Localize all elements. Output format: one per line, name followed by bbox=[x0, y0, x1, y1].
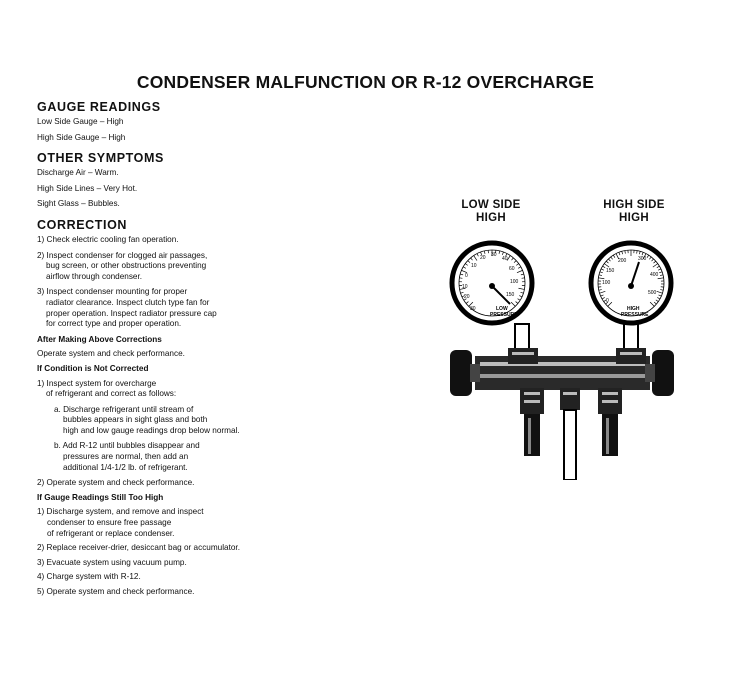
high-gauge-tick-label: 500 bbox=[648, 290, 657, 296]
high-gauge-tick-label: 100 bbox=[602, 280, 611, 286]
gauge-readings-heading: GAUGE READINGS bbox=[37, 100, 161, 114]
low-side-label-line1: LOW SIDE bbox=[461, 199, 521, 211]
instructions-column bbox=[37, 100, 437, 598]
after-corrections-line: Operate system and check performance. bbox=[37, 349, 185, 359]
correction-step-cont: airflow through condenser. bbox=[46, 271, 143, 281]
correction-step: 2) Inspect condenser for clogged air passages, bbox=[37, 250, 208, 260]
not-corrected-heading: If Condition is Not Corrected bbox=[37, 363, 149, 373]
other-symptoms-heading: OTHER SYMPTOMS bbox=[37, 151, 164, 166]
low-gauge-tick-label: 60 bbox=[509, 266, 515, 272]
correction-heading: CORRECTION bbox=[37, 217, 128, 232]
symptom-item: Discharge Air – Warm. bbox=[37, 168, 119, 178]
center-fitting bbox=[560, 388, 580, 480]
high-gauge-tick-label: 0 bbox=[606, 298, 609, 304]
high-side-gauge bbox=[591, 243, 671, 323]
high-gauge-tick-label: 400 bbox=[650, 272, 659, 278]
not-corrected-step: 2) Operate system and check performance. bbox=[37, 478, 195, 488]
low-gauge-dial-text: LOW bbox=[496, 306, 508, 312]
low-side-fitting bbox=[520, 388, 544, 456]
gauge-manifold-illustration bbox=[440, 228, 680, 480]
low-gauge-tick-label: 20 bbox=[480, 255, 486, 261]
not-corrected-substep-cont: pressures are normal, then add an bbox=[63, 452, 189, 462]
high-gauge-tick-label: 200 bbox=[618, 258, 627, 264]
too-high-step-cont: condenser to ensure free passage bbox=[47, 518, 172, 528]
low-gauge-tick-label: 20 bbox=[464, 294, 470, 300]
high-side-fitting bbox=[598, 388, 622, 456]
high-valve-knob bbox=[652, 350, 674, 396]
not-corrected-substep-cont: bubbles appears in sight glass and both bbox=[63, 415, 208, 425]
correction-step: 3) Inspect condenser mounting for proper bbox=[37, 287, 188, 297]
correction-step-cont: proper operation. Inspect radiator pressure cap bbox=[46, 308, 217, 318]
after-corrections-heading: After Making Above Corrections bbox=[37, 334, 162, 344]
too-high-step: 3) Evacuate system using vacuum pump. bbox=[37, 557, 187, 567]
not-corrected-substep-cont: high and low gauge readings drop below normal. bbox=[63, 425, 240, 435]
low-gauge-tick-label: 10 bbox=[462, 284, 468, 290]
too-high-step: 2) Replace receiver-drier, desiccant bag or accumulator. bbox=[37, 543, 240, 553]
too-high-step: 4) Charge system with R-12. bbox=[37, 572, 141, 582]
high-gauge-dial-text: PRESSURE bbox=[621, 312, 649, 318]
low-gauge-tick-label: 10 bbox=[471, 263, 477, 269]
still-too-high-heading: If Gauge Readings Still Too High bbox=[37, 492, 164, 502]
symptom-item: High Side Lines – Very Hot. bbox=[37, 183, 138, 193]
gauge-reading-low: Low Side Gauge – High bbox=[37, 117, 124, 126]
low-gauge-tick-label: 30 bbox=[491, 252, 497, 258]
low-side-gauge bbox=[452, 243, 532, 323]
correction-step-cont: bug screen, or other obstructions preventing bbox=[46, 261, 207, 271]
low-gauge-dial-text: PRESSURE bbox=[490, 312, 518, 318]
low-side-label-line2: HIGH bbox=[476, 212, 506, 224]
low-valve-stem bbox=[470, 364, 480, 382]
high-gauge-tick-label: 300 bbox=[638, 256, 647, 262]
too-high-step: 5) Operate system and check performance. bbox=[37, 587, 195, 596]
low-side-label bbox=[446, 199, 536, 225]
too-high-step-cont: of refrigerant or replace condenser. bbox=[47, 528, 175, 538]
correction-step-cont: for correct type and proper operation. bbox=[46, 319, 182, 329]
correction-step-cont: radiator clearance. Inspect clutch type fan for bbox=[46, 297, 210, 307]
manifold-body bbox=[475, 348, 650, 390]
not-corrected-substep: b. Add R-12 until bubbles disappear and bbox=[54, 441, 200, 451]
symptom-item: Sight Glass – Bubbles. bbox=[37, 199, 120, 209]
low-gauge-tick-label: 30 bbox=[470, 306, 476, 312]
high-valve-stem bbox=[645, 364, 655, 382]
high-side-label-line1: HIGH SIDE bbox=[603, 199, 665, 211]
high-side-label-line2: HIGH bbox=[619, 212, 649, 224]
not-corrected-step-cont: of refrigerant and correct as follows: bbox=[46, 389, 177, 399]
low-gauge-tick-label: 100 bbox=[510, 279, 519, 285]
low-gauge-tick-label: 150 bbox=[506, 292, 515, 298]
high-gauge-dial-text: HIGH bbox=[627, 306, 640, 312]
too-high-step: 1) Discharge system, and remove and inspect bbox=[37, 507, 204, 517]
not-corrected-substep: a. Discharge refrigerant until stream of bbox=[54, 404, 194, 414]
high-gauge-tick-label: 150 bbox=[606, 268, 615, 274]
low-valve-knob bbox=[450, 350, 472, 396]
correction-step: 1) Check electric cooling fan operation. bbox=[37, 234, 179, 244]
gauge-reading-high: High Side Gauge – High bbox=[37, 132, 126, 142]
page-title: CONDENSER MALFUNCTION OR R-12 OVERCHARGE bbox=[136, 72, 595, 92]
low-gauge-tick-label: 40 bbox=[502, 256, 508, 262]
low-gauge-tick-label: 0 bbox=[465, 273, 468, 279]
high-side-label bbox=[588, 199, 680, 225]
not-corrected-step: 1) Inspect system for overcharge bbox=[37, 378, 157, 388]
not-corrected-substep-cont: additional 1/4-1/2 lb. of refrigerant. bbox=[63, 462, 188, 472]
